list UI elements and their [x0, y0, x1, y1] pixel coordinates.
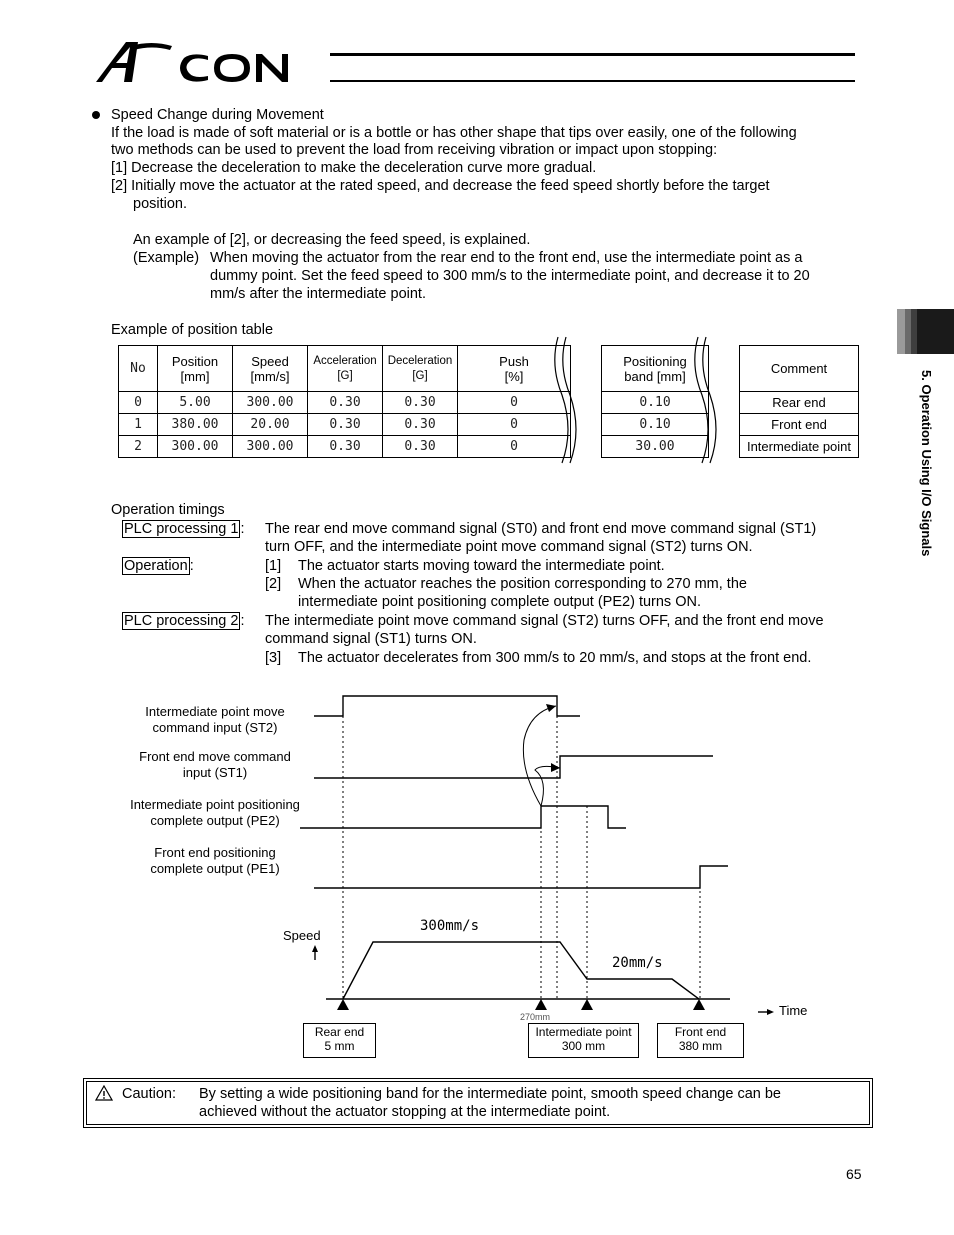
rear-end-box — [303, 1023, 376, 1058]
cell-push: 0 — [458, 436, 571, 458]
op1-text: The actuator starts moving toward the intermediate point. — [298, 558, 665, 574]
arrow-icon — [546, 704, 556, 712]
timing-diagram — [0, 680, 954, 1080]
box-line: Front end — [674, 1025, 727, 1039]
header-unit: [G] — [412, 369, 428, 382]
caution-label: Caution: — [122, 1086, 177, 1102]
header-unit: band [mm] — [624, 368, 686, 384]
header-text: Push — [499, 353, 529, 369]
operation-label-box: Operation — [124, 558, 188, 574]
cell-push: 0 — [458, 392, 571, 414]
op3-text: The actuator decelerates from 300 mm/s to 20 mm/s, and stops at the front end. — [298, 650, 812, 666]
example-text: dummy point. Set the feed speed to 300 mm/s to the intermediate point, and decrease it to 20 — [210, 268, 810, 284]
cell-band: 30.00 — [602, 436, 709, 458]
speed-high-label: 300mm/s — [420, 918, 480, 934]
box-line: Rear end — [314, 1025, 365, 1039]
example-intro: An example of [2], or decreasing the feed speed, is explained. — [133, 232, 531, 248]
label-line: Front end move command — [139, 749, 291, 764]
front-end-box — [657, 1023, 744, 1058]
cell-deceleration: 0.30 — [383, 414, 458, 436]
label-line: complete output (PE2) — [150, 813, 280, 828]
header-acceleration — [308, 346, 383, 392]
header-comment: Comment — [740, 346, 859, 392]
arrow-icon — [551, 763, 560, 772]
cell-position: 5.00 — [158, 392, 233, 414]
example-text: When moving the actuator from the rear end to the front end, use the intermediate point as a — [210, 250, 803, 266]
cell-comment: Front end — [740, 414, 859, 436]
warning-icon — [95, 1085, 113, 1101]
cell-position: 380.00 — [158, 414, 233, 436]
header-unit: [%] — [504, 368, 524, 384]
op2-text: When the actuator reaches the position corresponding to 270 mm, the — [298, 576, 747, 592]
method-item-2: [2] Initially move the actuator at the rated speed, and decrease the feed speed shortly before the target — [111, 178, 770, 194]
example-text: mm/s after the intermediate point. — [210, 286, 426, 302]
cell-no: 0 — [119, 392, 158, 414]
table-break-mark — [688, 335, 728, 465]
cell-acceleration: 0.30 — [308, 392, 383, 414]
table-row — [119, 414, 859, 436]
plc1-label-box: PLC processing 1 — [124, 521, 239, 537]
arrow-right-icon — [767, 1009, 774, 1015]
intermediate-marker — [581, 999, 593, 1010]
caution-text: achieved without the actuator stopping at the intermediate point. — [199, 1104, 611, 1120]
cell-band: 0.10 — [602, 414, 709, 436]
pe2-waveform — [300, 806, 626, 828]
plc2-label: PLC processing 2 : — [124, 613, 245, 629]
header-unit: [mm] — [180, 368, 210, 384]
plc2-text: command signal (ST1) turns ON. — [265, 631, 477, 647]
intro-paragraph-line: two methods can be used to prevent the load from receiving vibration or impact upon stopping: — [111, 142, 718, 158]
cell-speed: 300.00 — [233, 392, 308, 414]
plc2-label-box: PLC processing 2 — [124, 613, 239, 629]
cell-no: 1 — [119, 414, 158, 436]
time-label: Time — [779, 1003, 808, 1018]
cell-position: 300.00 — [158, 436, 233, 458]
table-caption: Example of position table — [111, 322, 274, 338]
plc1-text: The rear end move command signal (ST0) and front end move command signal (ST1) — [265, 521, 817, 537]
table-row — [119, 436, 859, 458]
intermediate-point-box — [528, 1023, 639, 1058]
method-item-2-cont: position. — [133, 196, 188, 212]
transition-curve — [535, 766, 560, 806]
label-line: input (ST1) — [182, 765, 248, 780]
intro-paragraph-line: If the load is made of soft material or is a bottle or has other shape that tips over easily, one of the following — [111, 125, 797, 141]
cell-acceleration: 0.30 — [308, 436, 383, 458]
header-text: Deceleration — [387, 354, 453, 367]
caution-text: By setting a wide positioning band for the intermediate point, smooth speed change can be — [199, 1086, 781, 1102]
cell-push: 0 — [458, 414, 571, 436]
table-row — [119, 392, 859, 414]
position-table — [118, 345, 859, 458]
header-unit: [G] — [337, 369, 353, 382]
plc2-text: The intermediate point move command signal (ST2) turns OFF, and the front end move — [265, 613, 824, 629]
op2-text: intermediate point positioning complete output (PE2) turns ON. — [298, 594, 701, 610]
speed-low-label: 20mm/s — [612, 955, 663, 971]
label-line: command input (ST2) — [152, 720, 278, 735]
chapter-tab — [897, 309, 954, 354]
header-text: Speed — [251, 353, 289, 369]
cell-comment: Rear end — [740, 392, 859, 414]
bullet-icon — [92, 111, 100, 119]
header-speed — [233, 346, 308, 392]
table-break-mark — [548, 335, 588, 465]
label-line: Front end positioning — [154, 845, 276, 860]
transition-curve — [523, 706, 556, 806]
operation-label: Operation : — [124, 558, 194, 574]
chapter-side-text: 5. Operation Using I/O Signals — [919, 370, 934, 557]
op1-num: [1] — [265, 558, 282, 574]
header-rule-top — [330, 53, 855, 56]
270mm-marker — [535, 999, 547, 1010]
label-line: complete output (PE1) — [150, 861, 280, 876]
timings-title: Operation timings — [111, 502, 225, 518]
cell-speed: 20.00 — [233, 414, 308, 436]
cell-deceleration: 0.30 — [383, 436, 458, 458]
page-number: 65 — [846, 1166, 862, 1182]
label-line: Intermediate point positioning — [130, 797, 300, 812]
op3-num: [3] — [265, 650, 282, 666]
acon-logo — [92, 38, 324, 86]
header-no: No — [119, 346, 158, 392]
header-text: Positioning — [623, 353, 687, 369]
cell-deceleration: 0.30 — [383, 392, 458, 414]
pe1-waveform — [314, 866, 728, 888]
header-position — [158, 346, 233, 392]
header-deceleration — [383, 346, 458, 392]
box-line: 300 mm — [561, 1039, 606, 1053]
plc1-text: turn OFF, and the intermediate point move command signal (ST2) turns ON. — [265, 539, 753, 555]
op2-num: [2] — [265, 576, 282, 592]
st1-waveform — [314, 756, 713, 778]
rear-end-marker — [337, 999, 349, 1010]
label-line: Intermediate point move — [145, 704, 285, 719]
method-item-1: [1] Decrease the deceleration to make the deceleration curve more gradual. — [111, 160, 597, 176]
cell-comment: Intermediate point — [740, 436, 859, 458]
section-title: Speed Change during Movement — [111, 107, 324, 123]
header-unit: [mm/s] — [250, 368, 290, 384]
cell-no: 2 — [119, 436, 158, 458]
example-label: (Example) — [133, 250, 200, 266]
box-line: 5 mm — [324, 1039, 355, 1053]
cell-speed: 300.00 — [233, 436, 308, 458]
mark-270-label: 270mm — [520, 1012, 551, 1022]
plc1-label: PLC processing 1 : — [124, 521, 245, 537]
arrow-up-icon — [312, 945, 318, 952]
speed-label: Speed — [283, 928, 321, 943]
cell-band: 0.10 — [602, 392, 709, 414]
header-text: Position — [171, 353, 219, 369]
box-line: 380 mm — [678, 1039, 723, 1053]
front-end-marker — [693, 999, 705, 1010]
table-header-row — [119, 346, 859, 392]
box-line: Intermediate point — [535, 1025, 632, 1039]
header-text: Acceleration — [313, 354, 377, 367]
chapter-side-label — [918, 370, 934, 600]
header-rule-bottom — [330, 80, 855, 82]
cell-acceleration: 0.30 — [308, 414, 383, 436]
